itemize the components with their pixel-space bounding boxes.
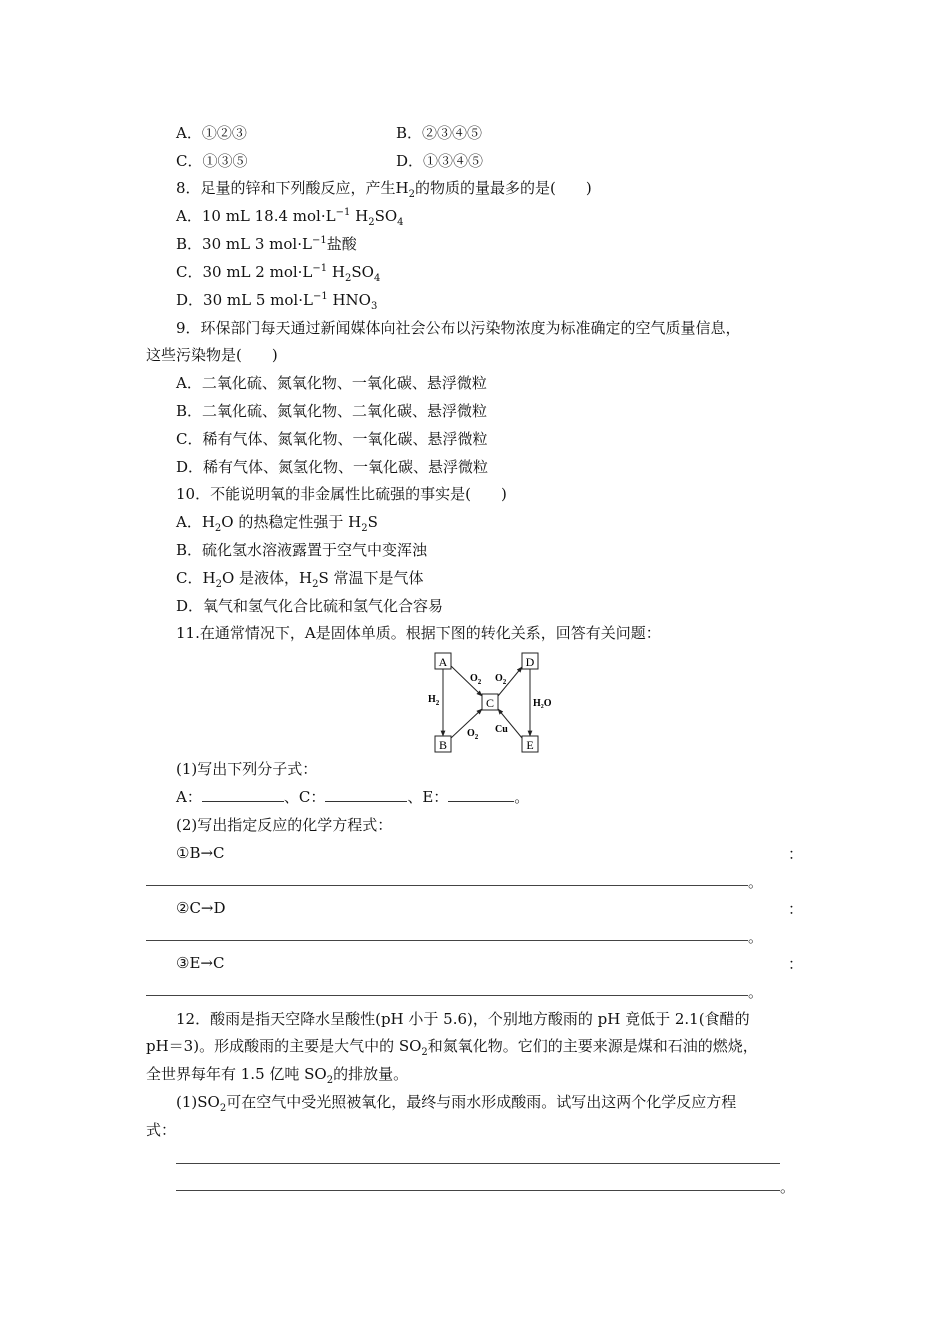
q11-part2: (2)写出指定反应的化学方程式： [176, 816, 393, 834]
q8-option-c: C．30 mL 2 $mol\cdot L^{-1}$ $H_2SO_4$ [176, 263, 381, 284]
q8-stem: 8．足量的锌和下列酸反应，产生$H_2$的物质的量最多的是( ) [176, 179, 592, 200]
q12-line2: pH＝3)。形成酸雨的主要是大气中的 $SO_2$和氮氧化物。它们的主要来源是煤和石油的燃烧， [146, 1037, 758, 1058]
q11-stem: 11.在通常情况下，A是固体单质。根据下图的转化关系，回答有关问题： [176, 624, 661, 642]
blank-e[interactable] [448, 787, 514, 802]
blank-a[interactable] [202, 787, 284, 802]
q11-reaction-3: ③E→C [176, 954, 225, 972]
label-d-e: H₂O [533, 698, 552, 709]
node-e: E [526, 738, 534, 752]
q10-option-c: C．$H_2O$ 是液体，$H_2S$ 常温下是气体 [176, 569, 424, 590]
q11-r1-colon: ： [788, 845, 804, 863]
q7-option-b: B．②③④⑤ [396, 124, 483, 142]
q12-line3: 全世界每年有 1.5 亿吨 $SO_2$的排放量。 [146, 1065, 409, 1086]
node-d: D [525, 655, 535, 669]
q8-option-a: A．10 mL 18.4 $mol\cdot L^{-1}$ $H_2SO_4$ [176, 207, 404, 228]
q9-option-b: B．二氧化硫、氮氧化物、二氧化碳、悬浮微粒 [176, 402, 488, 420]
q12-part1-line2: 式： [146, 1121, 177, 1139]
node-b: B [438, 738, 448, 752]
q7-option-a: A．①②③ [176, 124, 247, 142]
label-a-c: $O_2$ [470, 673, 482, 686]
q11-r2-period: 。 [748, 928, 764, 946]
q10-option-b: B．硫化氢水溶液露置于空气中变浑浊 [176, 541, 428, 559]
q11-r2-answer-line[interactable] [146, 940, 748, 941]
q11-formula-blanks: A： 、C： 、E： 。 [176, 788, 530, 806]
q12-answer-line-1[interactable] [176, 1163, 780, 1164]
q11-r3-answer-line[interactable] [146, 995, 748, 996]
q11-r1-period: 。 [748, 873, 764, 891]
q12-answer-line-2[interactable] [176, 1190, 780, 1191]
q10-option-a: A．$H_2O$ 的热稳定性强于 $H_2S$ [176, 513, 378, 534]
blank-c[interactable] [325, 787, 407, 802]
q10-stem: 10．不能说明氧的非金属性比硫强的事实是( ) [176, 485, 507, 503]
node-a: A [438, 655, 448, 669]
q10-option-d: D．氧气和氢气化合比硫和氢气化合容易 [176, 597, 444, 615]
q11-r3-period: 。 [748, 983, 764, 1001]
q9-stem-line2: 这些污染物是( ) [146, 346, 278, 364]
q11-reaction-1: ①B→C [176, 844, 225, 862]
q11-conversion-diagram [425, 650, 555, 756]
q7-option-c: C．①③⑤ [176, 152, 248, 170]
q8-option-d: D．30 mL 5 $mol\cdot L^{-1}$ $HNO_3$ [176, 291, 378, 312]
label-b-c: $O_2$ [467, 728, 479, 741]
node-c: C [485, 696, 495, 710]
q11-r2-colon: ： [788, 900, 804, 918]
q9-stem-line1: 9．环保部门每天通过新闻媒体向社会公布以污染物浓度为标准确定的空气质量信息， [176, 319, 741, 337]
q11-r1-answer-line[interactable] [146, 885, 748, 886]
q7-option-d: D．①③④⑤ [396, 152, 484, 170]
q12-period: 。 [780, 1178, 796, 1196]
q9-option-a: A．二氧化硫、氮氧化物、一氧化碳、悬浮微粒 [176, 374, 487, 392]
q11-reaction-2: ②C→D [176, 899, 226, 917]
q8-option-b: B．30 mL 3 $mol\cdot L^{-1}$盐酸 [176, 235, 357, 253]
label-a-b: $H_2$ [428, 694, 440, 707]
q11-r3-colon: ： [788, 955, 804, 973]
label-e-c: Cu [495, 724, 508, 735]
q12-part1: $(1)SO_2$可在空气中受光照被氧化，最终与雨水形成酸雨。试写出这两个化学反应方程 [176, 1093, 737, 1114]
label-c-d: $O_2$ [495, 673, 507, 686]
q9-option-c: C．稀有气体、氮氧化物、一氧化碳、悬浮微粒 [176, 430, 488, 448]
q12-line1: 12．酸雨是指天空降水呈酸性(pH 小于 5.6)，个别地方酸雨的 pH 竟低于 2.1(食醋的 [176, 1010, 750, 1028]
q11-part1: (1)写出下列分子式： [176, 760, 318, 778]
q9-option-d: D．稀有气体、氮氢化物、一氧化碳、悬浮微粒 [176, 458, 489, 476]
